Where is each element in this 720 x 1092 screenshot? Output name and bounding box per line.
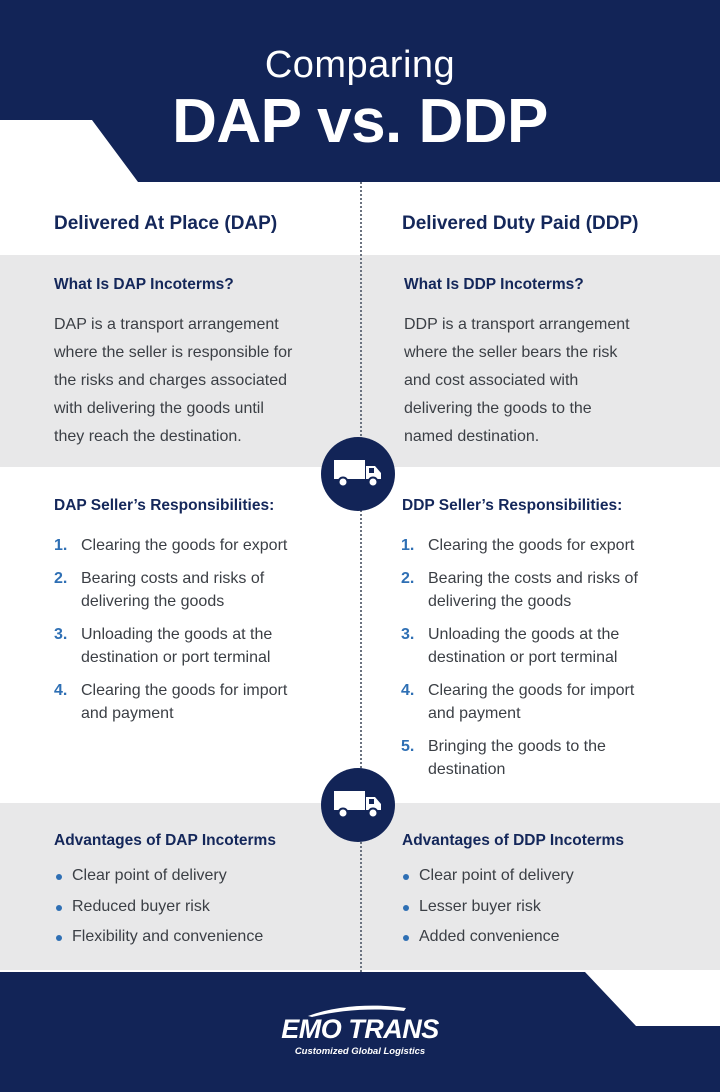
ddp-adv-list [401, 861, 706, 953]
bullet-icon [56, 905, 62, 911]
ddp-what-text [404, 311, 704, 451]
list-item [54, 892, 350, 923]
item-number: 3. [401, 626, 415, 643]
item-text: destination [428, 761, 506, 778]
text-line: and cost associated with [404, 372, 579, 389]
item-text: delivering the goods [428, 593, 572, 610]
truck-icon [333, 457, 383, 489]
bullet-icon [403, 874, 409, 880]
item-text: Reduced buyer risk [72, 897, 210, 915]
item-text: Clear point of delivery [72, 867, 227, 884]
list-item [54, 679, 350, 725]
list-item [401, 567, 706, 613]
item-number: 4. [54, 682, 68, 699]
dap-adv-title: Advantages of DAP Incoterms [54, 832, 276, 849]
dap-what-text [54, 311, 350, 451]
item-text: Clear point of delivery [419, 867, 574, 884]
item-text: Bringing the goods to the [428, 738, 606, 755]
ddp-heading: Delivered Duty Paid (DDP) [402, 213, 639, 234]
dap-resp-list [54, 534, 350, 735]
list-item [401, 679, 706, 725]
ddp-adv-title: Advantages of DDP Incoterms [402, 832, 624, 849]
logo-text: EMO TRANS [281, 1014, 439, 1044]
item-number: 2. [401, 570, 415, 587]
list-item [54, 623, 350, 669]
ddp-what-title: What Is DDP Incoterms? [404, 276, 584, 293]
dap-resp-title: DAP Seller’s Responsibilities: [54, 497, 275, 514]
item-text: destination or port terminal [81, 649, 271, 666]
text-line: where the seller is responsible for [54, 344, 293, 361]
column-divider [360, 182, 362, 972]
item-text: Flexibility and convenience [72, 928, 264, 945]
item-text: Clearing the goods for export [428, 537, 635, 554]
bullet-icon [56, 935, 62, 941]
bullet-icon [403, 905, 409, 911]
item-text: and payment [428, 705, 521, 722]
item-text: Bearing costs and risks of [81, 570, 265, 587]
item-number: 1. [54, 537, 68, 554]
list-item [401, 534, 706, 557]
item-text: Clearing the goods for import [81, 682, 288, 699]
item-text: delivering the goods [81, 593, 225, 610]
list-item [54, 534, 350, 557]
item-text: Added convenience [419, 928, 560, 945]
bullet-icon [56, 874, 62, 880]
page-title: DAP vs. DDP [172, 87, 548, 156]
text-line: DDP is a transport arrangement [404, 316, 630, 333]
text-line: with delivering the goods until [54, 400, 264, 417]
item-number: 2. [54, 570, 68, 587]
text-line: named destination. [404, 428, 540, 445]
item-text: Clearing the goods for import [428, 682, 635, 699]
list-item [54, 861, 350, 892]
item-text: and payment [81, 705, 174, 722]
list-item [401, 623, 706, 669]
item-number: 5. [401, 738, 415, 755]
dap-adv-list [54, 861, 350, 953]
text-line: the risks and charges associated [54, 372, 288, 389]
truck-badge-top [321, 437, 395, 511]
item-text: destination or port terminal [428, 649, 618, 666]
text-line: where the seller bears the risk [404, 344, 618, 361]
dap-what-title: What Is DAP Incoterms? [54, 276, 234, 293]
item-text: Clearing the goods for export [81, 537, 288, 554]
item-number: 3. [54, 626, 68, 643]
item-number: 4. [401, 682, 415, 699]
list-item [401, 892, 706, 923]
truck-badge-bottom [321, 768, 395, 842]
ddp-resp-title: DDP Seller’s Responsibilities: [402, 497, 623, 514]
item-number: 1. [401, 537, 415, 554]
list-item [401, 922, 706, 953]
logo-tagline: Customized Global Logistics [294, 1046, 426, 1057]
dap-heading: Delivered At Place (DAP) [54, 213, 278, 234]
item-text: Lesser buyer risk [419, 897, 541, 915]
ddp-resp-list [401, 534, 706, 791]
truck-icon [333, 788, 383, 820]
text-line: delivering the goods to the [404, 400, 592, 417]
item-text: Unloading the goods at the [428, 626, 620, 643]
text-line: they reach the destination. [54, 428, 242, 445]
text-line: DAP is a transport arrangement [54, 316, 279, 333]
list-item [401, 861, 706, 892]
list-item [54, 567, 350, 613]
bullet-icon [403, 935, 409, 941]
item-text: Unloading the goods at the [81, 626, 273, 643]
header-subtitle: Comparing [264, 44, 456, 86]
list-item [401, 735, 706, 781]
item-text: Bearing the costs and risks of [428, 570, 638, 587]
list-item [54, 922, 350, 953]
